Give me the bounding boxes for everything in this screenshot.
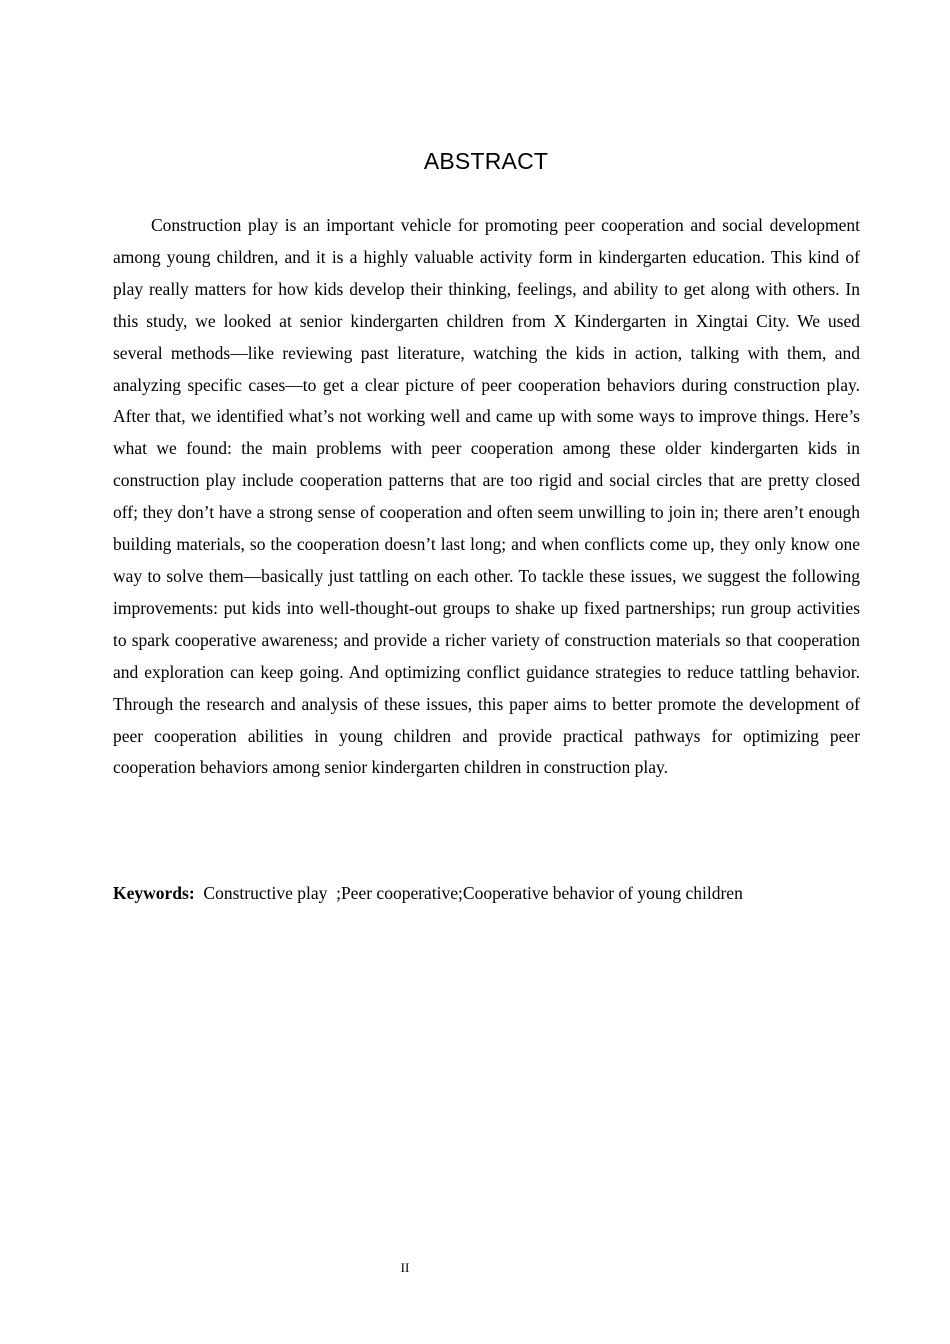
abstract-paragraph: Construction play is an important vehicle for promoting peer cooperation and social development among young children, and it is a highly valuable activity form in kindergarten education. This kind of play really matters for how kids develop their thinking, feelings, and ability to get along with others. In this study, we looked at senior kindergarten children from X Kindergarten in Xingtai City. We used several methods—like reviewing past literature, watching the kids in action, talking with them, and analyzing specific cases—to get a clear picture of peer cooperation behaviors during construction play. After that, we identified what’s not working well and came up with some ways to improve things. Here’s what we found: the main problems with peer cooperation among these older kindergarten kids in construction play include cooperation patterns that are too rigid and social circles that are pretty closed off; they don’t have a strong sense of cooperation and often seem unwilling to join in; there aren’t enough building materials, so the cooperation doesn’t last long; and when conflicts come up, they only know one way to solve them—basically just tattling on each other. To tackle these issues, we suggest the following improvements: put kids into well-thought-out groups to shake up fixed partnerships; run group activities to spark cooperative awareness; and provide a richer variety of construction materials so that cooperation and exploration can keep going. And optimizing conflict guidance strategies to reduce tattling behavior. Through the research and analysis of these issues, this paper aims to better promote the development of peer cooperation abilities in young children and provide practical pathways for optimizing peer cooperation behaviors among senior kindergarten children in construction play. — [113, 215, 860, 778]
keywords-line — [113, 878, 873, 908]
keywords-label: Keywords: — [113, 883, 195, 903]
abstract-title: ABSTRACT — [423, 148, 549, 174]
page-number: II — [400, 1260, 410, 1275]
keywords-text: Constructive play ;Peer cooperative;Cooperative behavior of young children — [194, 883, 743, 903]
